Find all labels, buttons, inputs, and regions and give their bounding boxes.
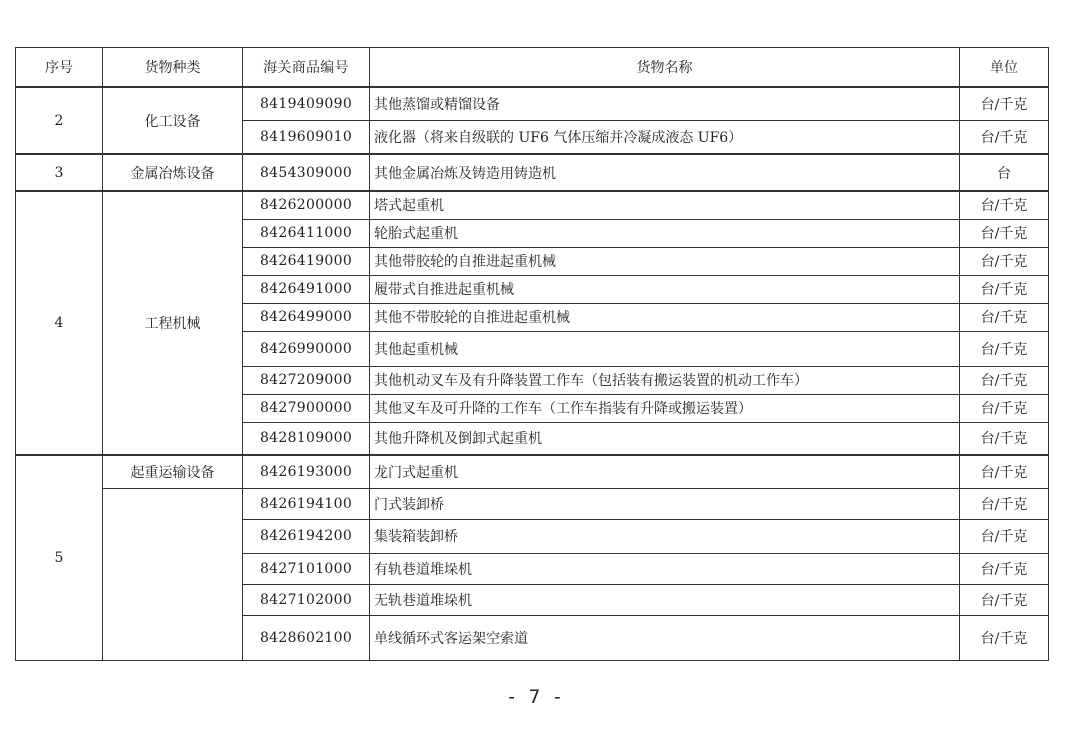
header-category: 货物种类 [103, 48, 243, 88]
goods-name-cell: 门式装卸桥 [370, 488, 960, 519]
hs-code-cell: 8426193000 [243, 455, 370, 488]
goods-name-cell: 有轨巷道堆垛机 [370, 553, 960, 584]
group-category: 工程机械 [103, 191, 243, 455]
unit-cell: 台/千克 [960, 366, 1049, 394]
group-seq: 3 [16, 154, 103, 191]
unit-cell: 台 [960, 154, 1049, 191]
header-name: 货物名称 [370, 48, 960, 88]
goods-name-cell: 其他升降机及倒卸式起重机 [370, 422, 960, 455]
hs-code-cell: 8426200000 [243, 191, 370, 219]
table-header-row [16, 48, 1049, 88]
unit-cell: 台/千克 [960, 394, 1049, 422]
table-row [16, 87, 1049, 120]
table-row [16, 154, 1049, 191]
group-category: 化工设备 [103, 87, 243, 154]
unit-cell: 台/千克 [960, 615, 1049, 660]
goods-name-cell: 塔式起重机 [370, 191, 960, 219]
unit-cell: 台/千克 [960, 120, 1049, 154]
group-seq: 4 [16, 191, 103, 455]
goods-name-cell: 液化器（将来自级联的 UF6 气体压缩并冷凝成液态 UF6） [370, 120, 960, 154]
goods-name-cell: 其他起重机械 [370, 331, 960, 366]
unit-cell: 台/千克 [960, 331, 1049, 366]
table-row [16, 455, 1049, 488]
goods-name-cell: 其他机动叉车及有升降装置工作车（包括装有搬运装置的机动工作车） [370, 366, 960, 394]
header-seq: 序号 [16, 48, 103, 88]
goods-name-cell: 龙门式起重机 [370, 455, 960, 488]
goods-name-cell: 履带式自推进起重机械 [370, 275, 960, 303]
hs-code-cell: 8426419000 [243, 247, 370, 275]
goods-name-cell: 其他不带胶轮的自推进起重机械 [370, 303, 960, 331]
unit-cell: 台/千克 [960, 422, 1049, 455]
hs-code-cell: 8427900000 [243, 394, 370, 422]
hs-code-cell: 8428109000 [243, 422, 370, 455]
unit-cell: 台/千克 [960, 247, 1049, 275]
hs-code-cell: 8426194200 [243, 519, 370, 553]
hs-code-cell: 8427209000 [243, 366, 370, 394]
hs-code-cell: 8426499000 [243, 303, 370, 331]
unit-cell: 台/千克 [960, 519, 1049, 553]
unit-cell: 台/千克 [960, 553, 1049, 584]
goods-name-cell: 无轨巷道堆垛机 [370, 584, 960, 615]
unit-cell: 台/千克 [960, 275, 1049, 303]
goods-name-cell: 单线循环式客运架空索道 [370, 615, 960, 660]
hs-code-cell: 8427102000 [243, 584, 370, 615]
unit-cell: 台/千克 [960, 488, 1049, 519]
page-number: - 7 - [505, 686, 564, 708]
unit-cell: 台/千克 [960, 584, 1049, 615]
group-category: 起重运输设备 [103, 455, 243, 488]
unit-cell: 台/千克 [960, 219, 1049, 247]
goods-name-cell: 其他带胶轮的自推进起重机械 [370, 247, 960, 275]
hs-code-cell: 8426491000 [243, 275, 370, 303]
unit-cell: 台/千克 [960, 455, 1049, 488]
goods-name-cell: 集装箱装卸桥 [370, 519, 960, 553]
group-category: 金属冶炼设备 [103, 154, 243, 191]
goods-name-cell: 其他金属冶炼及铸造用铸造机 [370, 154, 960, 191]
hs-code-cell: 8426411000 [243, 219, 370, 247]
table-row [16, 488, 1049, 519]
hs-code-cell: 8454309000 [243, 154, 370, 191]
unit-cell: 台/千克 [960, 87, 1049, 120]
unit-cell: 台/千克 [960, 303, 1049, 331]
unit-cell: 台/千克 [960, 191, 1049, 219]
goods-name-cell: 其他叉车及可升降的工作车（工作车指装有升降或搬运装置） [370, 394, 960, 422]
goods-table [15, 47, 1049, 661]
hs-code-cell: 8426990000 [243, 331, 370, 366]
hs-code-cell: 8427101000 [243, 553, 370, 584]
group-seq: 5 [16, 455, 103, 660]
hs-code-cell: 8428602100 [243, 615, 370, 660]
group-seq: 2 [16, 87, 103, 154]
goods-name-cell: 其他蒸馏或精馏设备 [370, 87, 960, 120]
header-unit: 单位 [960, 48, 1049, 88]
goods-name-cell: 轮胎式起重机 [370, 219, 960, 247]
header-hs-code: 海关商品编号 [243, 48, 370, 88]
group-category-empty [103, 488, 243, 660]
hs-code-cell: 8419409090 [243, 87, 370, 120]
table-row [16, 191, 1049, 219]
hs-code-cell: 8426194100 [243, 488, 370, 519]
hs-code-cell: 8419609010 [243, 120, 370, 154]
